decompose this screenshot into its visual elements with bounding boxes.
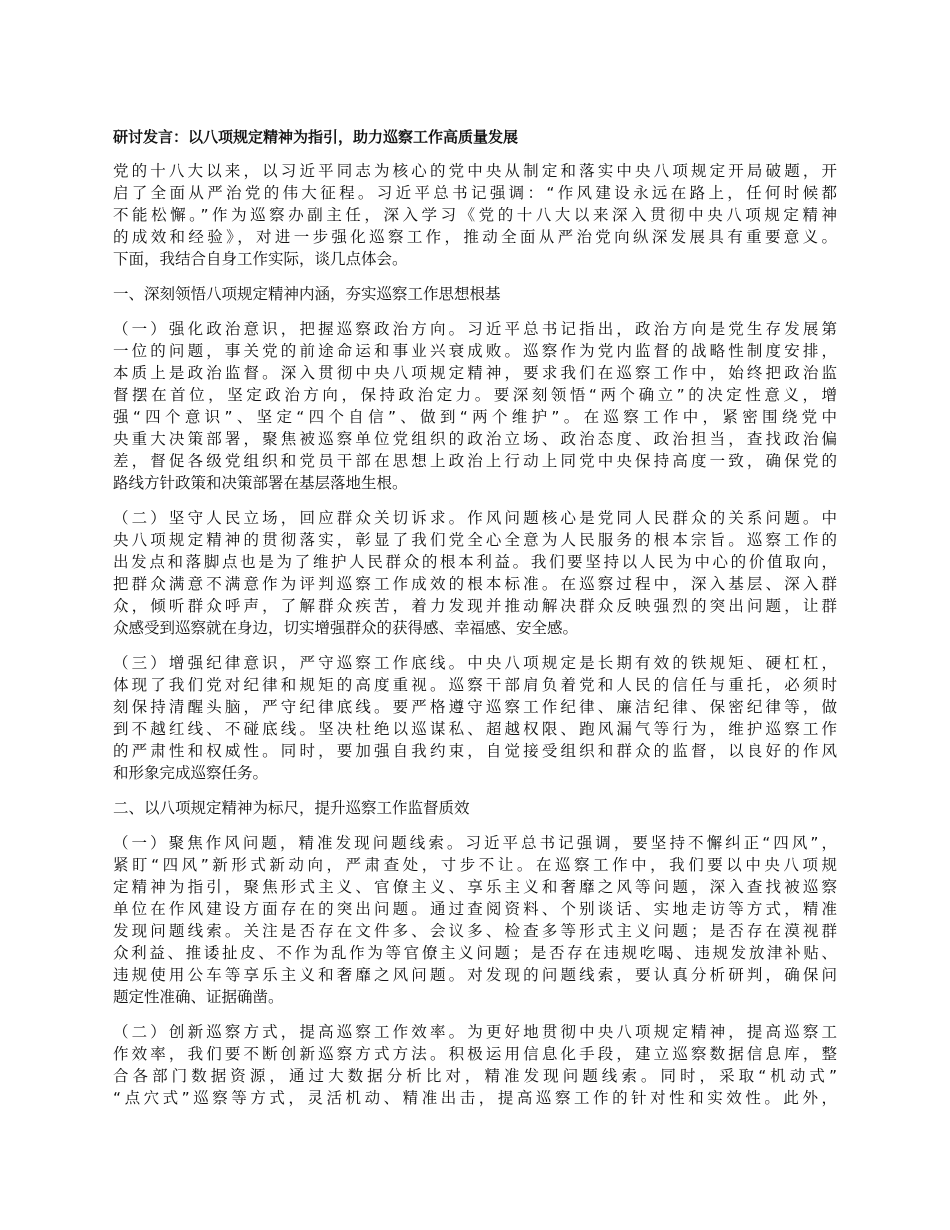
text-line: 题定性准确、证据确凿。 (113, 988, 284, 1006)
text-line: 下面，我结合自身工作实际，谈几点体会。 (113, 250, 408, 268)
text-line: 央八项规定精神的贯彻落实，彰显了我们党全心全意为人民服务的根本宗旨。巡察工作的 (113, 531, 837, 549)
text-line: 启了全面从严治党的伟大征程。习近平总书记强调：“作风建设永远在路上，任何时候都 (113, 184, 837, 202)
text-line: （三）增强纪律意识，严守巡察工作底线。中央八项规定是长期有效的铁规矩、硬杠杠， (113, 654, 837, 672)
text-line: “点穴式”巡察等方式，灵活机动、精准出击，提高巡察工作的针对性和实效性。此外， (113, 1089, 837, 1107)
text-line: 央重大决策部署，聚焦被巡察单位党组织的政治立场、政治态度、政治担当，查找政治偏 (113, 430, 837, 448)
text-line: （一）强化政治意识，把握巡察政治方向。习近平总书记指出，政治方向是党生存发展第 (113, 320, 837, 338)
text-line: 二、以八项规定精神为标尺，提升巡察工作监督质效 (113, 799, 470, 817)
text-line: 到不越红线、不碰底线。坚决杜绝以巡谋私、超越权限、跑风漏气等行为，维护巡察工作 (113, 720, 837, 738)
text-line: 体现了我们党对纪律和规矩的高度重视。巡察干部肩负着党和人民的信任与重托，必须时 (113, 676, 837, 694)
text-line: 的成效和经验》，对进一步强化巡察工作，推动全面从严治党向纵深发展具有重要意义。 (113, 228, 837, 246)
text-line: 把群众满意不满意作为评判巡察工作成效的根本标准。在巡察过程中，深入基层、深入群 (113, 575, 837, 593)
text-line: 和形象完成巡察任务。 (113, 764, 269, 782)
text-line: 合各部门数据资源，通过大数据分析比对，精准发现问题线索。同时，采取“机动式” (113, 1067, 837, 1085)
text-line: 强“四个意识”、坚定“四个自信”、做到“两个维护”。在巡察工作中，紧密围绕党中 (113, 408, 837, 426)
text-line: （一）聚焦作风问题，精准发现问题线索。习近平总书记强调，要坚持不懈纠正“四风”， (113, 834, 837, 852)
text-line: 党的十八大以来，以习近平同志为核心的党中央从制定和落实中央八项规定开局破题，开 (113, 162, 837, 180)
text-line: 刻保持清醒头脑，严守纪律底线。要严格遵守巡察工作纪律、廉洁纪律、保密纪律等，做 (113, 698, 837, 716)
text-line: （二）坚守人民立场，回应群众关切诉求。作风问题核心是党同人民群众的关系问题。中 (113, 509, 837, 527)
text-line: 一、深刻领悟八项规定精神内涵，夯实巡察工作思想根基 (113, 285, 501, 303)
text-line: （二）创新巡察方式，提高巡察工作效率。为更好地贯彻中央八项规定精神，提高巡察工 (113, 1023, 837, 1041)
paragraph (113, 160, 837, 270)
section-heading (113, 283, 837, 305)
text-line: 单位在作风建设方面存在的突出问题。通过查阅资料、个别谈话、实地走访等方式，精准 (113, 900, 837, 918)
text-line: 发现问题线索。关注是否存在文件多、会议多、检查多等形式主义问题；是否存在漠视群 (113, 922, 837, 940)
paragraph (113, 832, 837, 1008)
text-line: 紧盯“四风”新形式新动向，严肃查处，寸步不让。在巡察工作中，我们要以中央八项规 (113, 856, 837, 874)
paragraph (113, 318, 837, 494)
document-title: 研讨发言：以八项规定精神为指引，助力巡察工作高质量发展 (113, 128, 519, 146)
text-line: 作效率，我们要不断创新巡察方式方法。积极运用信息化手段，建立巡察数据信息库，整 (113, 1045, 837, 1063)
paragraph (113, 1021, 837, 1109)
document-page (113, 126, 837, 1122)
text-line: 督摆在首位，坚定政治方向，保持政治定力。要深刻领悟“两个确立”的决定性意义，增 (113, 386, 837, 404)
text-line: 众感受到巡察就在身边，切实增强群众的获得感、幸福感、安全感。 (113, 619, 579, 637)
text-line: 众，倾听群众呼声，了解群众疾苦，着力发现并推动解决群众反映强烈的突出问题，让群 (113, 597, 837, 615)
document-body (113, 160, 837, 1109)
text-line: 出发点和落脚点也是为了维护人民群众的根本利益。我们要坚持以人民为中心的价值取向， (113, 553, 837, 571)
paragraph (113, 652, 837, 784)
text-line: 一位的问题，事关党的前途命运和事业兴衰成败。巡察作为党内监督的战略性制度安排， (113, 342, 837, 360)
text-line: 不能松懈。”作为巡察办副主任，深入学习《党的十八大以来深入贯彻中央八项规定精神 (113, 206, 837, 224)
text-line: 定精神为指引，聚焦形式主义、官僚主义、享乐主义和奢靡之风等问题，深入查找被巡察 (113, 878, 837, 896)
text-line: 违规使用公车等享乐主义和奢靡之风问题。对发现的问题线索，要认真分析研判，确保问 (113, 966, 837, 984)
text-line: 本质上是政治监督。深入贯彻中央八项规定精神，要求我们在巡察工作中，始终把政治监 (113, 364, 837, 382)
text-line: 的严肃性和权威性。同时，要加强自我约束，自觉接受组织和群众的监督，以良好的作风 (113, 742, 837, 760)
text-line: 路线方针政策和决策部署在基层落地生根。 (113, 474, 408, 492)
text-line: 差，督促各级党组织和党员干部在思想上政治上行动上同党中央保持高度一致，确保党的 (113, 452, 837, 470)
text-line: 众利益、推诿扯皮、不作为乱作为等官僚主义问题；是否存在违规吃喝、违规发放津补贴、 (113, 944, 837, 962)
section-heading (113, 797, 837, 819)
paragraph (113, 507, 837, 639)
